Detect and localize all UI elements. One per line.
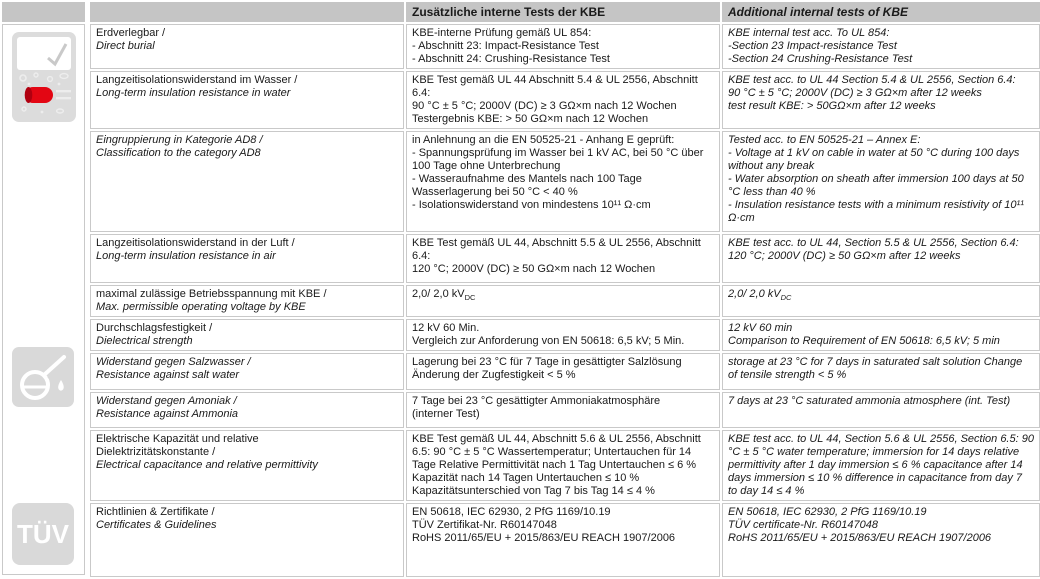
text-line: Erdverlegbar / (96, 27, 166, 39)
text-line: Widerstand gegen Salzwasser / (96, 356, 251, 368)
text-line: EN 50618, IEC 62930, 2 PfG 1169/10.19 (728, 506, 927, 518)
text-line: 90 °C ± 5 °C; 2000V (DC) ≥ 3 GΩ×m after 12 weeks (728, 87, 982, 99)
icon-column-body (2, 24, 85, 575)
text-line: - Abschnitt 23: Impact-Resistance Test (412, 40, 599, 52)
table-row (90, 131, 1040, 232)
icon-column-header (2, 2, 85, 22)
text-line: KBE test acc. to UL 44, Section 5.5 & UL 2556, Section 6.4: (728, 237, 1019, 249)
test-description-en (722, 285, 1040, 317)
text-line: - Abschnitt 24: Crushing-Resistance Test (412, 53, 610, 65)
text-line: KBE Test gemäß UL 44 Abschnitt 5.4 & UL 2556, Abschnitt 6.4: (412, 74, 698, 99)
row-label (90, 285, 404, 317)
row-label (90, 319, 404, 351)
table-row (90, 503, 1040, 577)
row-label (90, 24, 404, 69)
row-label (90, 353, 404, 390)
text-line: - Insulation resistance tests with a minimum resistivity of 10¹¹ Ω·cm (728, 199, 1024, 224)
tuv-logo-text: TÜV (17, 518, 69, 549)
text-line: Widerstand gegen Amoniak / (96, 395, 237, 407)
test-description-en (722, 71, 1040, 129)
text-line: in Anlehnung an die EN 50525-21 - Anhang E geprüft: (412, 134, 675, 146)
row-label (90, 71, 404, 129)
text-line: 2,0/ 2,0 $kV_{DC}$ (412, 288, 476, 303)
text-line: -Section 23 Impact-resistance Test (728, 40, 897, 52)
text-line: Tested acc. to EN 50525-21 – Annex E: (728, 134, 921, 146)
text-line: RoHS 2011/65/EU + 2015/863/EU REACH 1907/2006 (412, 532, 676, 544)
text-line: Comparison to Requirement of EN 50618: 6,5 kV; 5 min (728, 335, 1000, 347)
text-line: Richtlinien & Zertifikate / (96, 506, 215, 518)
test-description-de (406, 71, 720, 129)
test-description-en (722, 392, 1040, 428)
test-description-de (406, 285, 720, 317)
text-line: Classification to the category AD8 (96, 147, 261, 159)
test-description-de (406, 430, 720, 501)
text-line: 12 kV 60 min (728, 322, 793, 334)
text-line: KBE-interne Prüfung gemäß UL 854: (412, 27, 592, 39)
text-line: Resistance against salt water (96, 369, 240, 381)
text-line: KBE test acc. to UL 44 Section 5.4 & UL 2556, Section 6.4: (728, 74, 1016, 86)
table-row (90, 24, 1040, 69)
table-row (90, 71, 1040, 129)
text-line: Langzeitisolationswiderstand im Wasser / (96, 74, 298, 86)
test-description-de (406, 319, 720, 351)
row-label (90, 131, 404, 232)
test-description-de (406, 131, 720, 232)
test-description-en (722, 430, 1040, 501)
text-line: KBE Test gemäß UL 44, Abschnitt 5.6 & UL 2556, Abschnitt 6.5: 90 °C ± 5 °C Wassertemperatur; Untertauchen für 14 Tage Relative Permittivität nach 1 Tag Untertauchen ≤ 6 % Kapazität nach 14 Tagen Untertauchen ≤ 10 % Kapazitätsunterschied von Tag 7 bis Tag 14 ≤ 4 % (412, 433, 701, 497)
test-description-en (722, 234, 1040, 283)
table-body (90, 24, 1040, 577)
test-description-de (406, 234, 720, 283)
text-line: maximal zulässige Betriebsspannung mit KBE / (96, 288, 327, 300)
text-line: Eingruppierung in Kategorie AD8 / (96, 134, 263, 146)
table-header-row (90, 2, 1040, 22)
text-line: KBE internal test acc. To UL 854: (728, 27, 890, 39)
table-row (90, 319, 1040, 351)
row-label (90, 234, 404, 283)
text-line: - Isolationswiderstand von mindestens 10¹¹ Ω·cm (412, 199, 651, 211)
text-line: Certificates & Guidelines (96, 519, 217, 531)
table-row (90, 392, 1040, 428)
test-description-de (406, 24, 720, 69)
text-line: RoHS 2011/65/EU + 2015/863/EU REACH 1907/2006 (728, 532, 992, 544)
table-row (90, 285, 1040, 317)
text-line: 7 days at 23 °C saturated ammonia atmosphere (int. Test) (728, 395, 1011, 407)
text-line: KBE test acc. to UL 44, Section 5.6 & UL 2556, Section 6.5: 90 °C ± 5 °C water temperature; immersion for 14 days relative permittivity after 1 day immersion ≤ 6 % capacitance after 14 days immersion ≤ 10 % difference in capacitance from day 7 to day 14 ≤ 4 % (728, 433, 1034, 497)
text-line: - Spannungsprüfung im Wasser bei 1 kV AC, bei 50 °C über 100 Tage ohne Unterbrechung (412, 147, 704, 172)
text-line: Long-term insulation resistance in air (96, 250, 276, 262)
text-line: 90 °C ± 5 °C; 2000V (DC) ≥ 3 GΩ×m nach 12 Wochen (412, 100, 677, 112)
salt-water-spoon-icon (12, 347, 74, 412)
text-line: - Voltage at 1 kV on cable in water at 50 °C during 100 days without any break (728, 147, 1020, 172)
text-line: - Water absorption on sheath after immersion 100 days at 50 °C less than 40 % (728, 173, 1024, 198)
text-line: Lagerung bei 23 °C für 7 Tage in gesättigter Salzlösung (412, 356, 682, 368)
text-line: 120 °C; 2000V (DC) ≥ 50 GΩ×m nach 12 Wochen (412, 263, 656, 275)
test-description-de (406, 503, 720, 577)
icon-column (0, 0, 88, 579)
text-line: Vergleich zur Anforderung von EN 50618: 6,5 kV; 5 Min. (412, 335, 685, 347)
row-label (90, 392, 404, 428)
tuv-badge (12, 503, 74, 565)
row-label (90, 503, 404, 577)
test-description-en (722, 353, 1040, 390)
text-line: Änderung der Zugfestigkeit < 5 % (412, 369, 576, 381)
text-line: KBE Test gemäß UL 44, Abschnitt 5.5 & UL 2556, Abschnitt 6.4: (412, 237, 701, 262)
text-line: TÜV certificate-Nr. R60147048 (728, 519, 878, 531)
text-line: Direct burial (96, 40, 155, 52)
test-description-de (406, 353, 720, 390)
text-line: 7 Tage bei 23 °C gesättigter Ammoniakatmosphäre (412, 395, 661, 407)
spec-table (88, 0, 1040, 579)
table-row (90, 234, 1040, 283)
header-label-column (90, 2, 404, 22)
header-internal-tests-en: Additional internal tests of KBE (722, 2, 1040, 22)
text-line: Elektrische Kapazität und relative (96, 433, 259, 445)
test-description-en (722, 24, 1040, 69)
table-row (90, 430, 1040, 501)
text-line: Electrical capacitance and relative permittivity (96, 459, 318, 471)
direct-burial-icon (12, 32, 76, 127)
text-line: Dielectrical strength (96, 335, 193, 347)
tuv-logo (12, 503, 74, 565)
text-line: Langzeitisolationswiderstand in der Luft / (96, 237, 295, 249)
test-description-en (722, 131, 1040, 232)
text-line: Long-term insulation resistance in water (96, 87, 291, 99)
row-label (90, 430, 404, 501)
table-row (90, 353, 1040, 390)
text-line: Durchschlagsfestigkeit / (96, 322, 213, 334)
header-internal-tests-de: Zusätzliche interne Tests der KBE (406, 2, 720, 22)
text-line: Resistance against Ammonia (96, 408, 239, 420)
text-line: -Section 24 Crushing-Resistance Test (728, 53, 913, 65)
text-line: Testergebnis KBE: > 50 GΩ×m nach 12 Wochen (412, 113, 649, 125)
text-line: Max. permissible operating voltage by KBE (96, 301, 306, 313)
test-description-en (722, 503, 1040, 577)
text-line: test result KBE: > 50GΩ×m after 12 weeks (728, 100, 936, 112)
text-line: 120 °C; 2000V (DC) ≥ 50 GΩ×m after 12 weeks (728, 250, 961, 262)
text-line: 2,0/ 2,0 $kV_{DC}$ (728, 288, 792, 303)
text-line: storage at 23 °C for 7 days in saturated salt solution Change of tensile strength < 5 % (728, 356, 1023, 381)
text-line: (interner Test) (412, 408, 480, 420)
text-line: 12 kV 60 Min. (412, 322, 480, 334)
text-line: - Wasseraufnahme des Mantels nach 100 Tage Wasserlagerung bei 50 °C < 40 % (412, 173, 642, 198)
text-line: EN 50618, IEC 62930, 2 PfG 1169/10.19 (412, 506, 611, 518)
text-line: TÜV Zertifikat-Nr. R60147048 (412, 519, 557, 531)
test-description-de (406, 392, 720, 428)
text-line: Dielektrizitätskonstante / (96, 446, 216, 458)
test-description-en (722, 319, 1040, 351)
